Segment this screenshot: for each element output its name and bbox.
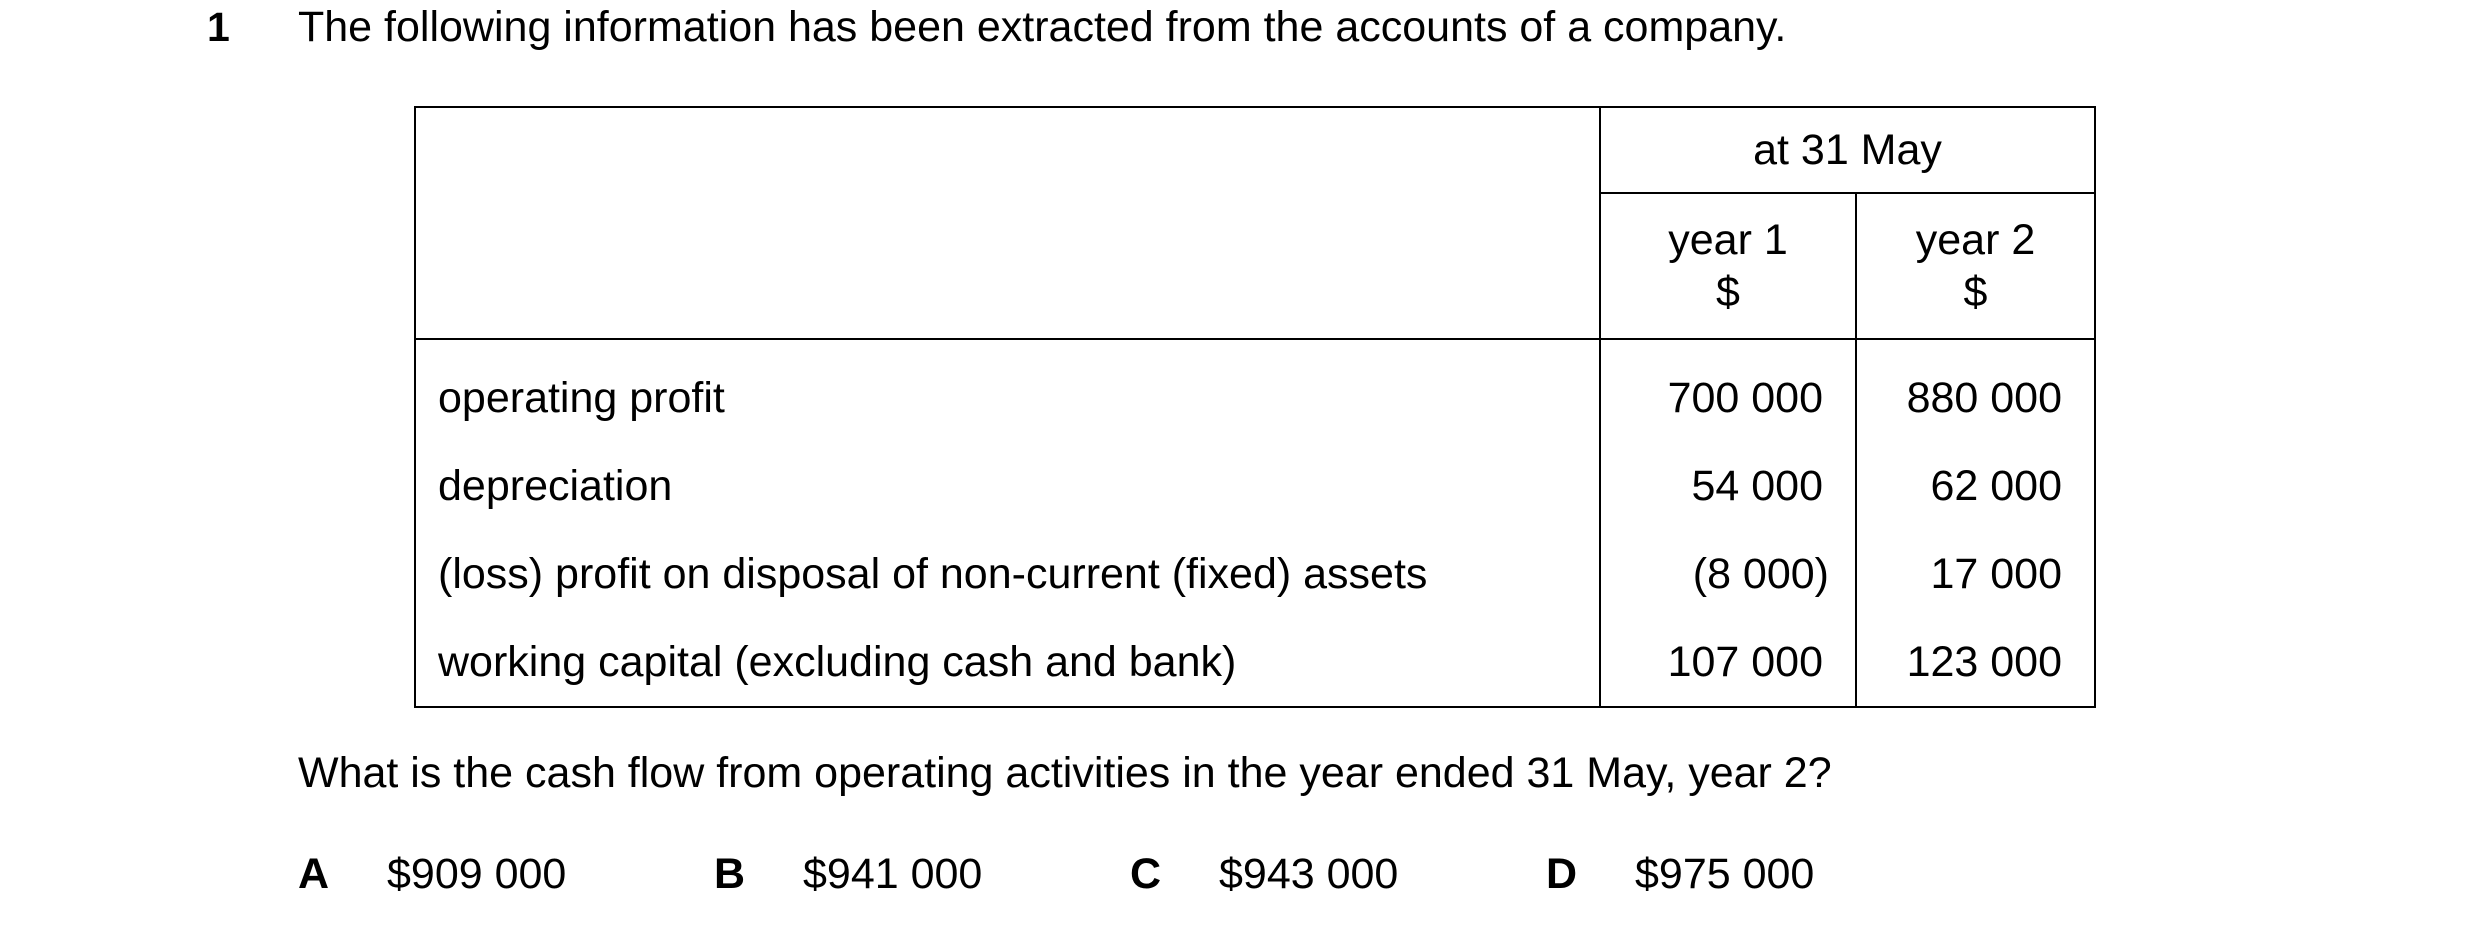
option-letter: A: [298, 850, 330, 898]
table-row: [415, 530, 2095, 618]
column-header-year-1: [1600, 193, 1856, 339]
table-row: [415, 442, 2095, 530]
column-unit: $: [1716, 268, 1740, 316]
option-letter: D: [1546, 850, 1578, 898]
row-label: (loss) profit on disposal of non-current (fixed) assets: [415, 530, 1600, 618]
year-2-value: 123 000: [1856, 618, 2095, 707]
year-2-value: 62 000: [1856, 442, 2095, 530]
year-1-value: 54 000: [1600, 442, 1856, 530]
table-corner-cell: [415, 107, 1600, 339]
table-row: [415, 618, 2095, 707]
row-label: working capital (excluding cash and bank): [415, 618, 1600, 707]
option-value: $941 000: [803, 850, 983, 898]
column-label: year 2: [1915, 216, 2036, 264]
question-prompt: What is the cash flow from operating activities in the year ended 31 May, year 2?: [298, 749, 1832, 797]
year-1-value: (8 000): [1600, 530, 1856, 618]
option-value: $943 000: [1219, 850, 1399, 898]
question-number: 1: [207, 4, 230, 50]
column-header-year-2: [1856, 193, 2095, 339]
row-label: depreciation: [415, 442, 1600, 530]
year-2-value: 17 000: [1856, 530, 2095, 618]
table-row: [415, 339, 2095, 442]
option-letter: C: [1130, 850, 1162, 898]
question-intro: The following information has been extracted from the accounts of a company.: [298, 3, 1787, 51]
group-header-at-31-may: at 31 May: [1600, 107, 2095, 193]
year-1-value: 107 000: [1600, 618, 1856, 707]
option-letter: B: [714, 850, 746, 898]
option-value: $909 000: [387, 850, 567, 898]
row-label: operating profit: [415, 339, 1600, 442]
year-2-value: 880 000: [1856, 339, 2095, 442]
year-1-value: 700 000: [1600, 339, 1856, 442]
column-label: year 1: [1668, 216, 1788, 264]
column-unit: $: [1963, 268, 1988, 316]
accounts-table: [414, 106, 2096, 708]
option-value: $975 000: [1635, 850, 1815, 898]
